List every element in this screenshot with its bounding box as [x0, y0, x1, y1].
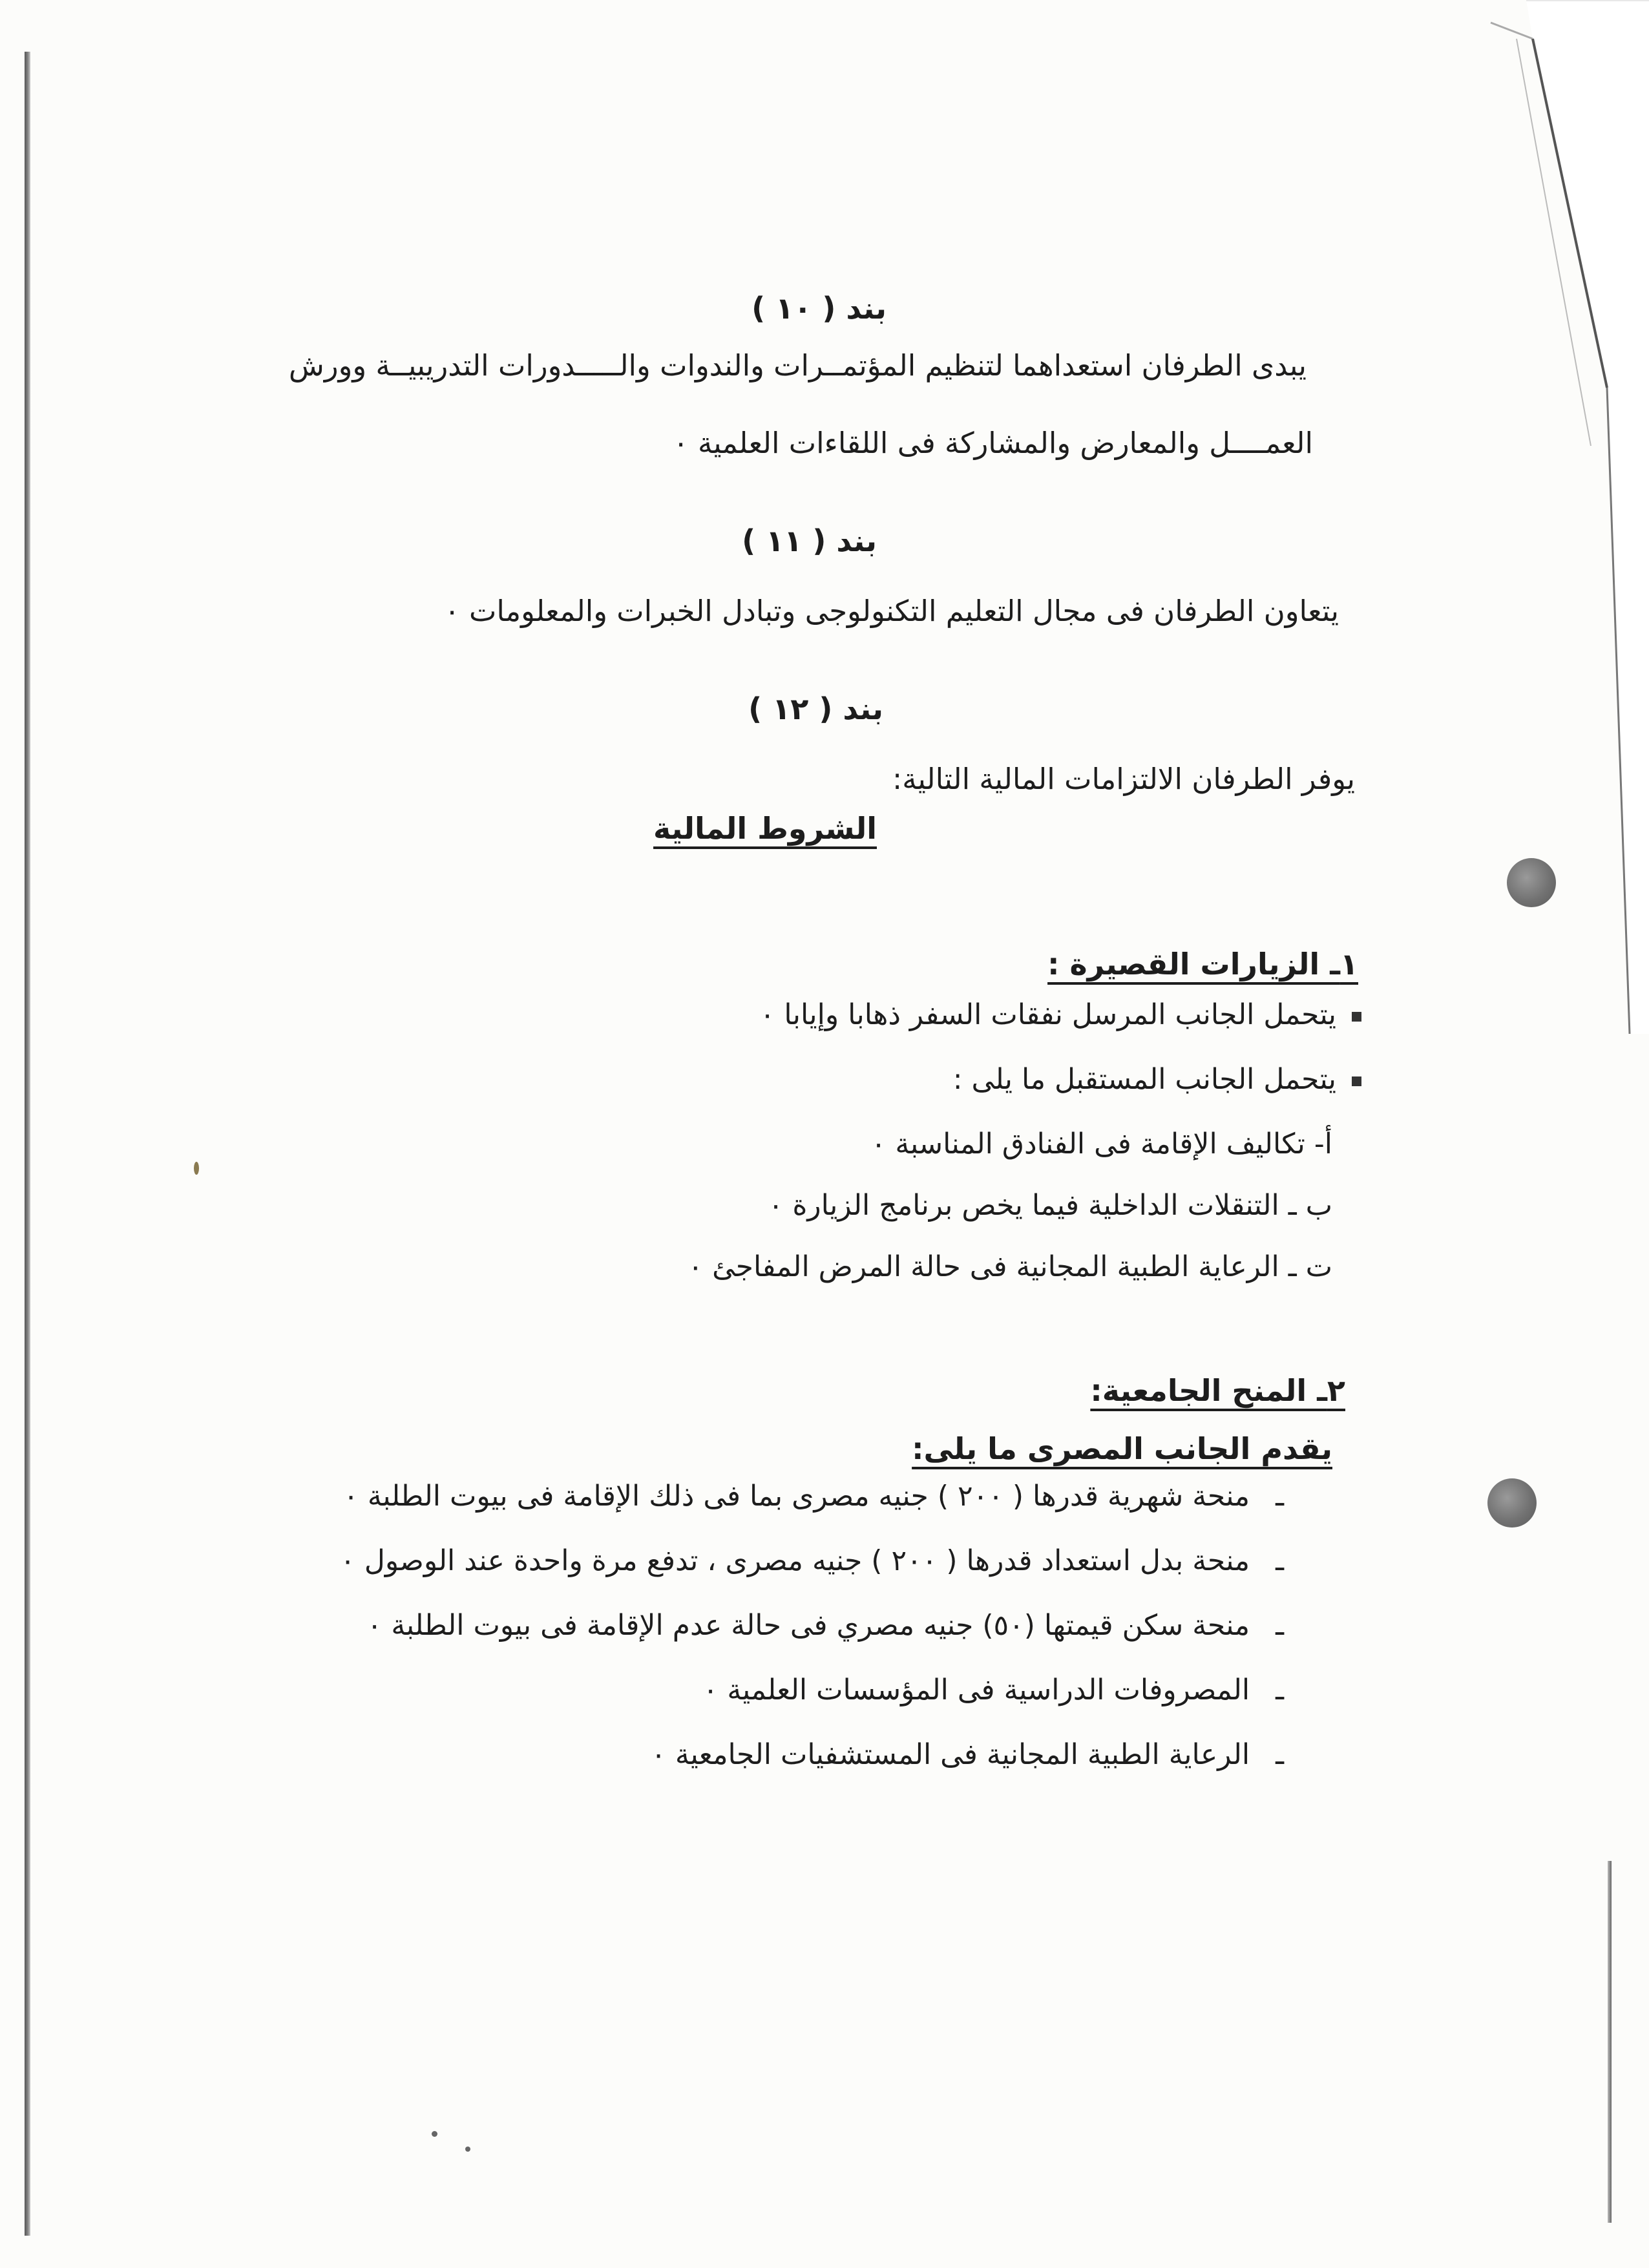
short-visits-sub-c: ت ـ الرعاية الطبية المجانية فى حالة المرض المفاجئ ٠	[688, 1250, 1332, 1283]
short-visits-bullet-1	[760, 998, 1361, 1031]
scan-speck	[194, 1162, 199, 1175]
clause-10-heading: بند ( ١٠ )	[751, 291, 887, 326]
short-visits-heading: ١ـ الزيارات القصيرة :	[1047, 947, 1358, 982]
dash-bullet-icon: ـ	[1276, 1674, 1284, 1706]
scan-edge-right	[1608, 1861, 1612, 2223]
punch-hole	[1487, 1478, 1537, 1528]
grant-item	[651, 1738, 1284, 1771]
university-grants-heading: ٢ـ المنح الجامعية:	[1090, 1373, 1345, 1408]
grant-item-text: منحة بدل استعداد قدرها ( ٢٠٠ ) جنيه مصرى ، تدفع مرة واحدة عند الوصول ٠	[340, 1544, 1250, 1577]
grant-item-text: منحة سكن قيمتها (٥٠) جنيه مصري فى حالة عدم الإقامة فى بيوت الطلبة ٠	[366, 1609, 1250, 1642]
financial-terms-title: الشروط المالية	[653, 811, 877, 846]
clause-12-line-1: يوفر الطرفان الالتزامات المالية التالية:	[892, 762, 1355, 796]
grant-item	[367, 1609, 1284, 1642]
short-visits-bullet-2	[953, 1063, 1361, 1096]
clause-11-line-1: يتعاون الطرفان فى مجال التعليم التكنولوجى وتبادل الخبرات والمعلومات ٠	[444, 594, 1339, 628]
short-visits-sub-a: أ- تكاليف الإقامة فى الفنادق المناسبة ٠	[870, 1128, 1332, 1160]
clause-11-heading: بند ( ١١ )	[742, 523, 877, 558]
square-bullet-icon	[1352, 1076, 1361, 1086]
university-grants-subheading: يقدم الجانب المصرى ما يلى:	[912, 1431, 1332, 1466]
grant-item-text: الرعاية الطبية المجانية فى المستشفيات الجامعية ٠	[651, 1738, 1250, 1771]
bullet-text: يتحمل الجانب المرسل نفقات السفر ذهابا وإيابا ٠	[759, 998, 1336, 1031]
grant-item	[343, 1480, 1284, 1513]
clause-12-heading: بند ( ١٢ )	[748, 691, 883, 726]
grant-item-text: منحة شهرية قدرها ( ٢٠٠ ) جنيه مصرى بما فى ذلك الإقامة فى بيوت الطلبة ٠	[343, 1480, 1250, 1513]
square-bullet-icon	[1352, 1012, 1361, 1022]
punch-hole	[1507, 858, 1556, 907]
grant-item	[703, 1674, 1284, 1706]
dash-bullet-icon: ـ	[1276, 1480, 1284, 1513]
clause-10-line-2: العمــــل والمعارض والمشاركة فى اللقاءات العلمية ٠	[673, 426, 1313, 460]
bullet-text: يتحمل الجانب المستقبل ما يلى :	[952, 1063, 1336, 1096]
short-visits-sub-b: ب ـ التنقلات الداخلية فيما يخص برنامج الزيارة ٠	[768, 1189, 1332, 1222]
clause-10-line-1: يبدى الطرفان استعداهما لتنظيم المؤتمــرات والندوات والـــــدورات التدريبيــة وورش	[288, 348, 1307, 383]
scan-speck	[465, 2147, 470, 2152]
grant-item	[340, 1544, 1284, 1577]
scan-edge-left	[25, 52, 30, 2236]
grant-item-text: المصروفات الدراسية فى المؤسسات العلمية ٠	[702, 1674, 1250, 1706]
scan-speck	[432, 2131, 437, 2137]
dash-bullet-icon: ـ	[1276, 1738, 1284, 1771]
dash-bullet-icon: ـ	[1276, 1544, 1284, 1577]
dash-bullet-icon: ـ	[1276, 1609, 1284, 1642]
